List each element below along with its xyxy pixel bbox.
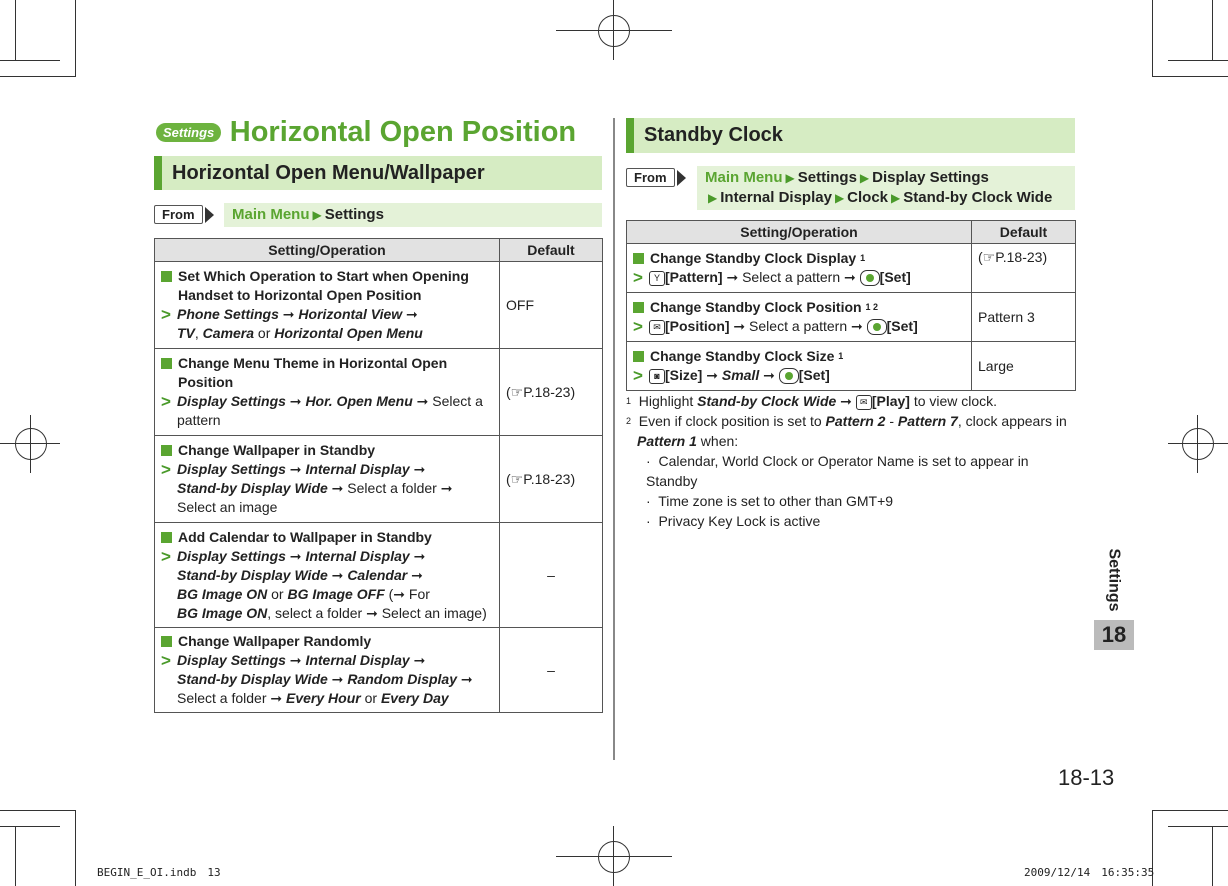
crop-mark xyxy=(1212,0,1213,60)
crop-mark xyxy=(0,76,76,77)
crop-mark xyxy=(0,810,76,811)
triangle-right-icon: ▶ xyxy=(708,191,718,205)
triangle-right-icon: ▶ xyxy=(834,191,845,205)
list-item: · Privacy Key Lock is active xyxy=(646,513,821,529)
crop-mark xyxy=(1168,826,1228,827)
triangle-right-icon: ▶ xyxy=(312,208,322,222)
triangle-right-icon: ▶ xyxy=(891,191,901,205)
page-heading xyxy=(156,116,576,149)
center-key-icon xyxy=(867,319,887,335)
crop-mark xyxy=(0,826,60,827)
table-row: Change Standby Clock Size 1 > ◙ [Size] ➞ Small ➞ [Set] Large xyxy=(627,342,1076,391)
list-item: · Calendar, World Clock or Operator Name is set to appear in Standby xyxy=(646,453,1029,489)
softkey-icon: Y xyxy=(649,271,665,286)
menu-path: Main Menu ▶ Settings ▶ Display Settings ▶ Internal Display ▶ Clock ▶ Stand-by Clock Wide xyxy=(697,166,1075,210)
mail-key-icon: ✉ xyxy=(856,395,872,410)
footnotes xyxy=(626,391,1076,531)
crop-mark xyxy=(1152,810,1228,811)
footnote-1: $^1$ Highlight Stand-by Clock Wide ➞ ✉ [Play] to view clock. xyxy=(626,393,998,409)
section-header: Standby Clock xyxy=(626,118,1075,153)
table-row: Add Calendar to Wallpaper in Standby > Display Settings ➞ Internal Display ➞ Stand-by Display Wide ➞ Calendar ➞ BG Image ON or BG Image OFF (➞ For BG Image ON, select a folder ➞ Select an image) – xyxy=(155,523,603,628)
page-number: 18-13 xyxy=(1058,765,1115,790)
table-row: Change Wallpaper in Standby > Display Settings ➞ Internal Display ➞ Stand-by Display Wide ➞ Select a folder ➞ Select an image (☞P.18-23) xyxy=(155,436,603,523)
table-row: Set Which Operation to Start when Opening Handset to Horizontal Open Position > Phone Settings ➞ Horizontal View ➞ TV, Camera or Horizontal Open Menu OFF xyxy=(155,262,603,349)
footnote-2: $^2$ Even if clock position is set to Pattern 2 - Pattern 7, clock appears in Pattern 1 when: xyxy=(626,413,1067,449)
mail-key-icon: ✉ xyxy=(649,320,665,335)
table-row: Change Wallpaper Randomly > Display Settings ➞ Internal Display ➞ Stand-by Display Wide ➞ Random Display ➞ Select a folder ➞ Every Hour or Every Day – xyxy=(155,628,603,713)
side-tab-label-box xyxy=(1094,540,1134,620)
camera-key-icon: ◙ xyxy=(649,369,665,384)
list-item: · Time zone is set to other than GMT+9 xyxy=(646,493,894,509)
settings-table: Setting/Operation Default Set Which Operation to Start when Opening Handset to Horizontal Open Position > Phone Settings ➞ Horizontal View ➞ TV, Camera or Horizontal Open Menu OFF Change Menu Theme in Horizontal Open Position > Display Settings ➞ Hor. Open Menu ➞ Select a pattern (☞P.18-23) Change Wallpaper in Standby > Display Settings ➞ Internal Display ➞ Stand-by Display Wide ➞ Select a folder ➞ Select an image (☞P.18-23) Add Calendar to Wallpaper in Standby > Display Settings ➞ Internal Display ➞ Stand-by Display Wide ➞ Calendar ➞ BG Image ON or BG Image OFF (➞ For BG Image ON, select a folder ➞ Select an image) – Change Wallpaper Randomly > Display Settings ➞ Internal Display ➞ Stand-by Display Wide ➞ Random Display ➞ Select a folder ➞ Every Hour or Every Day – xyxy=(154,238,603,713)
from-tag: From xyxy=(626,168,686,187)
footer-timestamp: 2009/12/14 16:35:35 xyxy=(1024,866,1155,879)
settings-badge: Settings xyxy=(156,123,221,142)
chapter-number: 18 xyxy=(1094,620,1134,650)
column-divider xyxy=(613,118,615,760)
crop-mark xyxy=(75,810,76,886)
from-tag: From xyxy=(154,205,214,224)
footer-file: BEGIN_E_OI.indb 13 xyxy=(97,866,221,879)
table-row: Change Standby Clock Position 1 2 > ✉ [Position] ➞ Select a pattern ➞ [Set] Pattern 3 xyxy=(627,293,1076,342)
triangle-right-icon: ▶ xyxy=(785,171,795,185)
crop-mark xyxy=(15,826,16,886)
settings-table: Setting/Operation Default Change Standby Clock Display 1 > Y [Pattern] ➞ Select a pattern ➞ [Set] (☞P.18-23) Change Standby Clock Position 1 2 > ✉ [Position] ➞ Select a pattern ➞ [Set] Pattern 3 Change Standby Clock Size 1 > ◙ [Size] ➞ Small ➞ [Set] Large xyxy=(626,220,1076,391)
arrow-icon xyxy=(677,170,686,186)
crop-mark xyxy=(0,60,60,61)
triangle-right-icon: ▶ xyxy=(859,171,870,185)
table-row: Change Menu Theme in Horizontal Open Position > Display Settings ➞ Hor. Open Menu ➞ Select a pattern (☞P.18-23) xyxy=(155,349,603,436)
crop-mark xyxy=(1212,826,1213,886)
crop-mark xyxy=(1152,0,1153,77)
crop-mark xyxy=(1168,60,1228,61)
center-key-icon xyxy=(860,270,880,286)
center-key-icon xyxy=(779,368,799,384)
arrow-icon xyxy=(205,207,214,223)
crop-mark xyxy=(75,0,76,77)
crop-mark xyxy=(1152,76,1228,77)
crop-mark xyxy=(15,0,16,60)
menu-path: Main Menu ▶ Settings xyxy=(224,203,602,227)
table-row: Change Standby Clock Display 1 > Y [Pattern] ➞ Select a pattern ➞ [Set] (☞P.18-23) xyxy=(627,244,1076,293)
page-title: Horizontal Open Position xyxy=(229,116,577,148)
bullet-list xyxy=(626,451,1076,531)
section-header: Horizontal Open Menu/Wallpaper xyxy=(154,156,602,190)
side-tab-label: Settings xyxy=(1106,548,1123,612)
